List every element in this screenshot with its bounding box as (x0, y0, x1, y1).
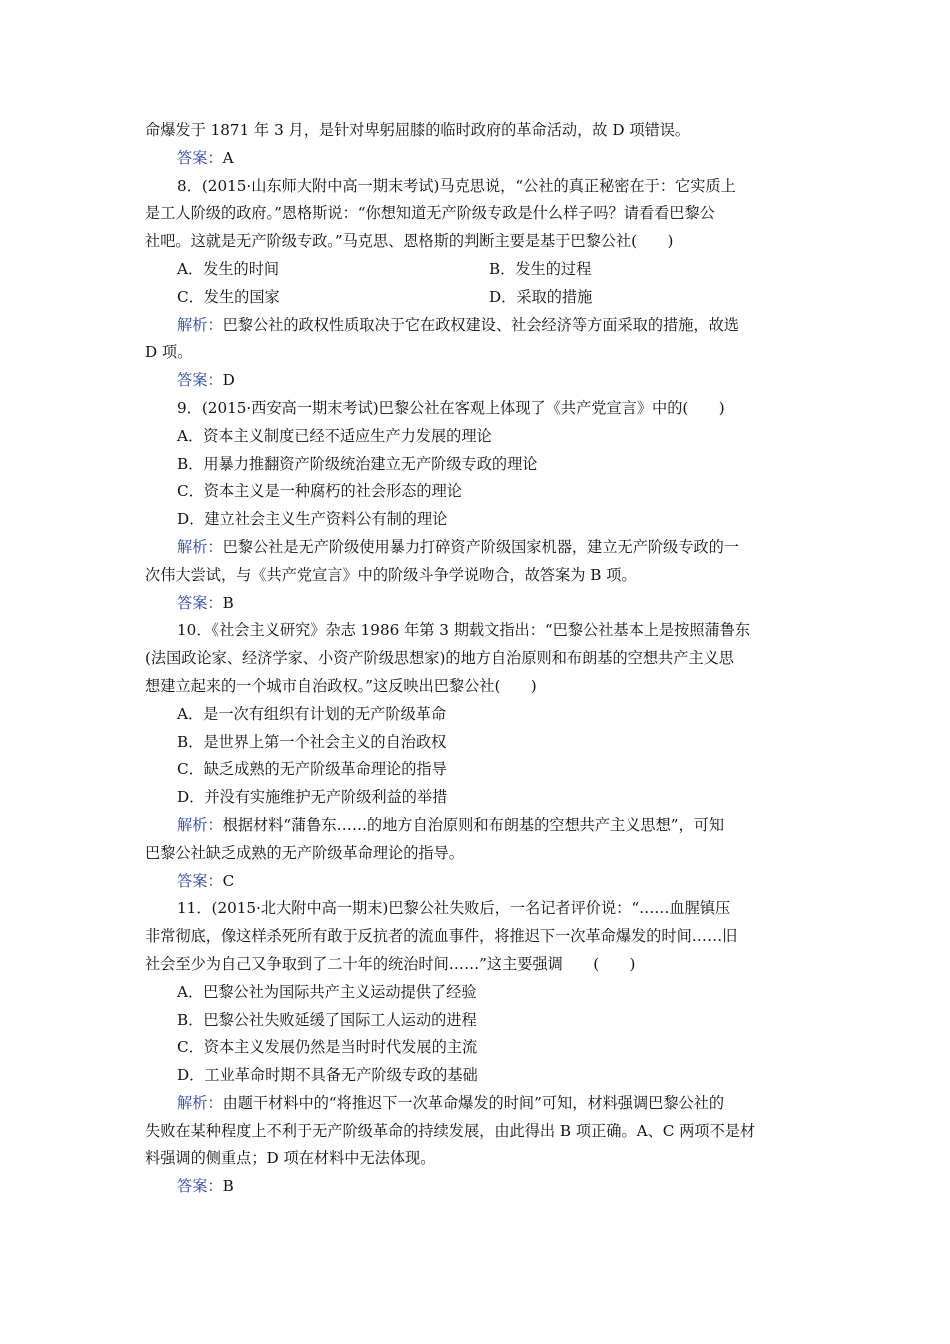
answer-9 (145, 590, 810, 618)
answer-value: B (222, 1177, 234, 1196)
question-11-stem: 11．(2015·北大附中高一期末)巴黎公社失败后，一名记者评价说：“……血腥镇压 (177, 899, 731, 918)
option-b: B．是世界上第一个社会主义的自治政权 (177, 732, 447, 751)
option-d: D．建立社会主义生产资料公有制的理论 (177, 510, 448, 529)
document-page (145, 117, 810, 1201)
question-8-stem: 是工人阶级的政府。”恩格斯说：“你想知道无产阶级专政是什么样子吗？请看看巴黎公 (145, 204, 715, 223)
explanation-label: 解析： (177, 815, 223, 834)
explanation-11-cont: 失败在某种程度上不利于无产阶级革命的持续发展，由此得出 B 项正确。A、C 两项不是材 (145, 1121, 756, 1140)
question-11-stem: 非常彻底，像这样杀死所有敢于反抗者的流血事件，将推迟下一次革命爆发的时间……旧 (145, 927, 738, 946)
explanation-label: 解析： (177, 1093, 223, 1112)
answer-value: B (222, 593, 234, 612)
option-a: A．是一次有组织有计划的无产阶级革命 (177, 704, 447, 723)
text-line: 命爆发于 1871 年 3 月，是针对卑躬屈膝的临时政府的革命活动，故 D 项错误。 (145, 121, 691, 139)
answer-11 (145, 1173, 810, 1201)
option-c: C．资本主义是一种腐朽的社会形态的理论 (177, 482, 462, 501)
explanation-text: 巴黎公社的政权性质取决于它在政权建设、社会经济等方面采取的措施，故选 (222, 315, 739, 334)
explanation-10-cont: 巴黎公社缺乏成熟的无产阶级革命理论的指导。 (145, 843, 464, 862)
option-d: D．工业革命时期不具备无产阶级专政的基础 (177, 1066, 478, 1085)
answer-7 (145, 145, 810, 173)
question-9-stem: 9．(2015·西安高一期末考试)巴黎公社在客观上体现了《共产党宣言》中的( ) (177, 398, 725, 417)
question-8-stem: 8．(2015·山东师大附中高一期末考试)马克思说，“公社的真正秘密在于：它实质上 (177, 176, 736, 195)
question-8-options-row (145, 284, 810, 312)
question-8-options-row (145, 256, 810, 284)
option-a: A．资本主义制度已经不适应生产力发展的理论 (177, 426, 492, 445)
question-8-stem: 社吧。这就是无产阶级专政。”马克思、恩格斯的判断主要是基于巴黎公社( ) (145, 232, 674, 251)
explanation-9 (145, 534, 810, 562)
explanation-11-cont: 料强调的侧重点；D 项在材料中无法体现。 (145, 1149, 436, 1168)
option-d: D．采取的措施 (489, 287, 593, 306)
answer-label: 答案： (177, 593, 223, 612)
option-a: A．发生的时间 (177, 259, 280, 278)
explanation-10 (145, 812, 810, 840)
answer-label: 答案： (177, 871, 223, 890)
answer-value: D (222, 371, 235, 390)
explanation-11 (145, 1090, 810, 1118)
question-11-stem: 社会至少为自己又争取到了二十年的统治时间……”这主要强调 ( ) (145, 954, 636, 973)
option-b: B．用暴力推翻资产阶级统治建立无产阶级专政的理论 (177, 454, 538, 473)
explanation-8 (145, 312, 810, 340)
option-c: C．发生的国家 (177, 287, 280, 306)
explanation-text: 巴黎公社是无产阶级使用暴力打碎资产阶级国家机器，建立无产阶级专政的一 (222, 537, 739, 556)
answer-label: 答案： (177, 148, 223, 167)
question-10-stem: (法国政论家、经济学家、小资产阶级思想家)的地方自治原则和布朗基的空想共产主义思 (145, 649, 734, 668)
option-b: B．发生的过程 (489, 259, 592, 278)
answer-value: A (222, 148, 234, 167)
explanation-label: 解析： (177, 537, 223, 556)
option-d: D．并没有实施维护无产阶级利益的举措 (177, 788, 448, 807)
option-b: B．巴黎公社失败延缓了国际工人运动的进程 (177, 1010, 477, 1029)
question-10-stem: 想建立起来的一个城市自治政权。”这反映出巴黎公社( ) (145, 676, 537, 695)
question-10-stem: 10．《社会主义研究》杂志 1986 年第 3 期载文指出：“巴黎公社基本上是按照蒲鲁东 (177, 621, 751, 640)
answer-10 (145, 868, 810, 896)
explanation-8-cont: D 项。 (145, 343, 193, 362)
explanation-text: 根据材料“蒲鲁东……的地方自治原则和布朗基的空想共产主义思想”，可知 (222, 815, 725, 834)
answer-value: C (222, 871, 235, 890)
option-c: C．缺乏成熟的无产阶级革命理论的指导 (177, 760, 447, 779)
answer-label: 答案： (177, 1177, 223, 1196)
option-c: C．资本主义发展仍然是当时时代发展的主流 (177, 1038, 478, 1057)
option-a: A．巴黎公社为国际共产主义运动提供了经验 (177, 982, 477, 1001)
explanation-label: 解析： (177, 315, 223, 334)
explanation-9-cont: 次伟大尝试，与《共产党宣言》中的阶级斗争学说吻合，故答案为 B 项。 (145, 565, 637, 584)
explanation-text: 由题干材料中的“将推迟下一次革命爆发的时间”可知，材料强调巴黎公社的 (222, 1093, 725, 1112)
answer-label: 答案： (177, 371, 223, 390)
answer-8 (145, 367, 810, 395)
